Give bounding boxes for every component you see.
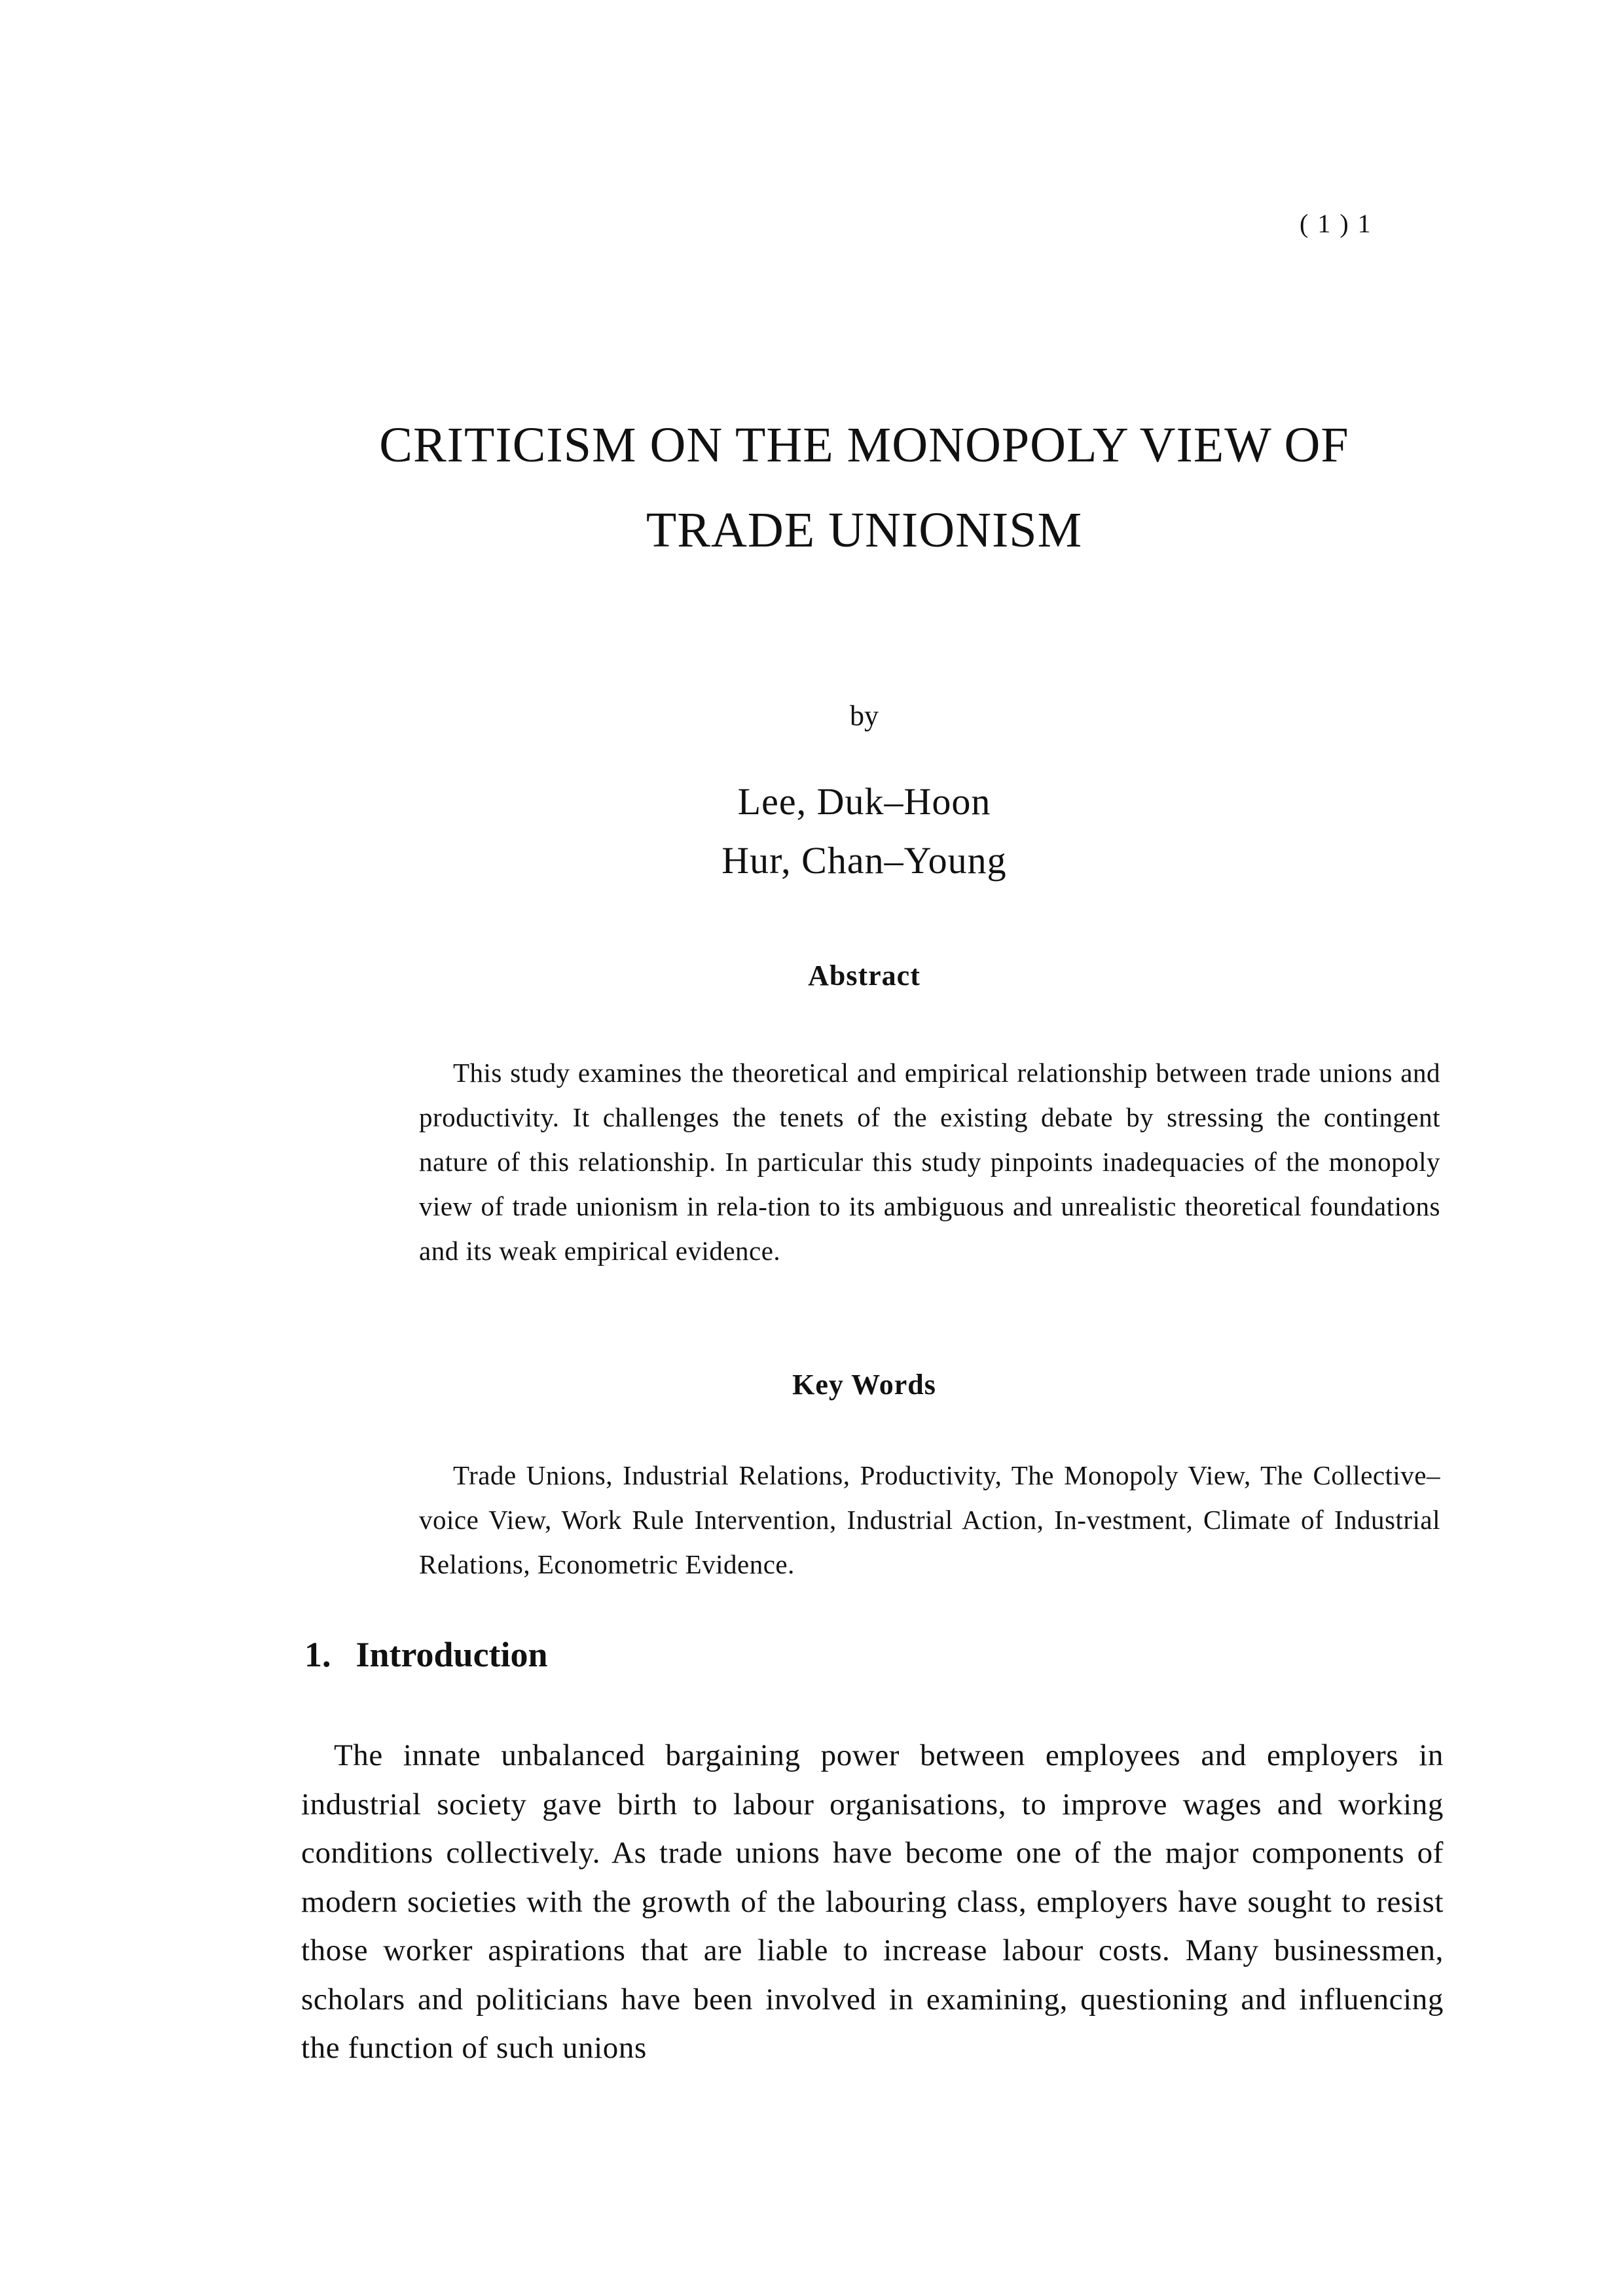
paper-title [275,403,1453,573]
author-name: Hur, Chan–Young [721,839,1007,882]
keywords-text: Trade Unions, Industrial Relations, Productivity, The Monopoly View, The Collective–voice View, Work Rule Intervention, Industrial Action, In-vestment, Climate of Industrial Relations, Econometric Evidence. [419,1460,1440,1579]
section-title: Introduction [356,1635,548,1674]
title-line-1: CRITICISM ON THE MONOPOLY VIEW OF [379,418,1349,473]
abstract-text: This study examines the theoretical and empirical relationship between trade unions and productivity. It challenges the tenets of the existing debate by stressing the contingent nature of this relationship. In particular this study pinpoints inadequacies of the monopoly view of trade unionism in rela-tion to its ambiguous and unrealistic theoretical foundations and its weak empirical evidence. [419,1058,1440,1266]
author-name: Lee, Duk–Hoon [737,780,991,823]
keywords-heading: Key Words [792,1369,936,1401]
byline-by: by [850,700,879,732]
author-list [275,772,1453,890]
introduction-paragraph: The innate unbalanced bargaining power between employees and employers in industrial society gave birth to labour organisations, to improve wages and working conditions collectively. As trade unions have become one of the major components of modern societies with the growth of the labouring class, employers have sought to resist those worker aspirations that are liable to increase labour costs. Many businessmen, scholars and politicians have been involved in examining, questioning and influencing the function of such unions [301,1738,1444,2065]
abstract-heading: Abstract [808,960,921,992]
section-number: 1. [304,1635,331,1674]
title-line-2: TRADE UNIONISM [646,503,1083,558]
page-number: ( 1 ) 1 [1300,209,1372,238]
section-heading-introduction [304,1634,548,1675]
